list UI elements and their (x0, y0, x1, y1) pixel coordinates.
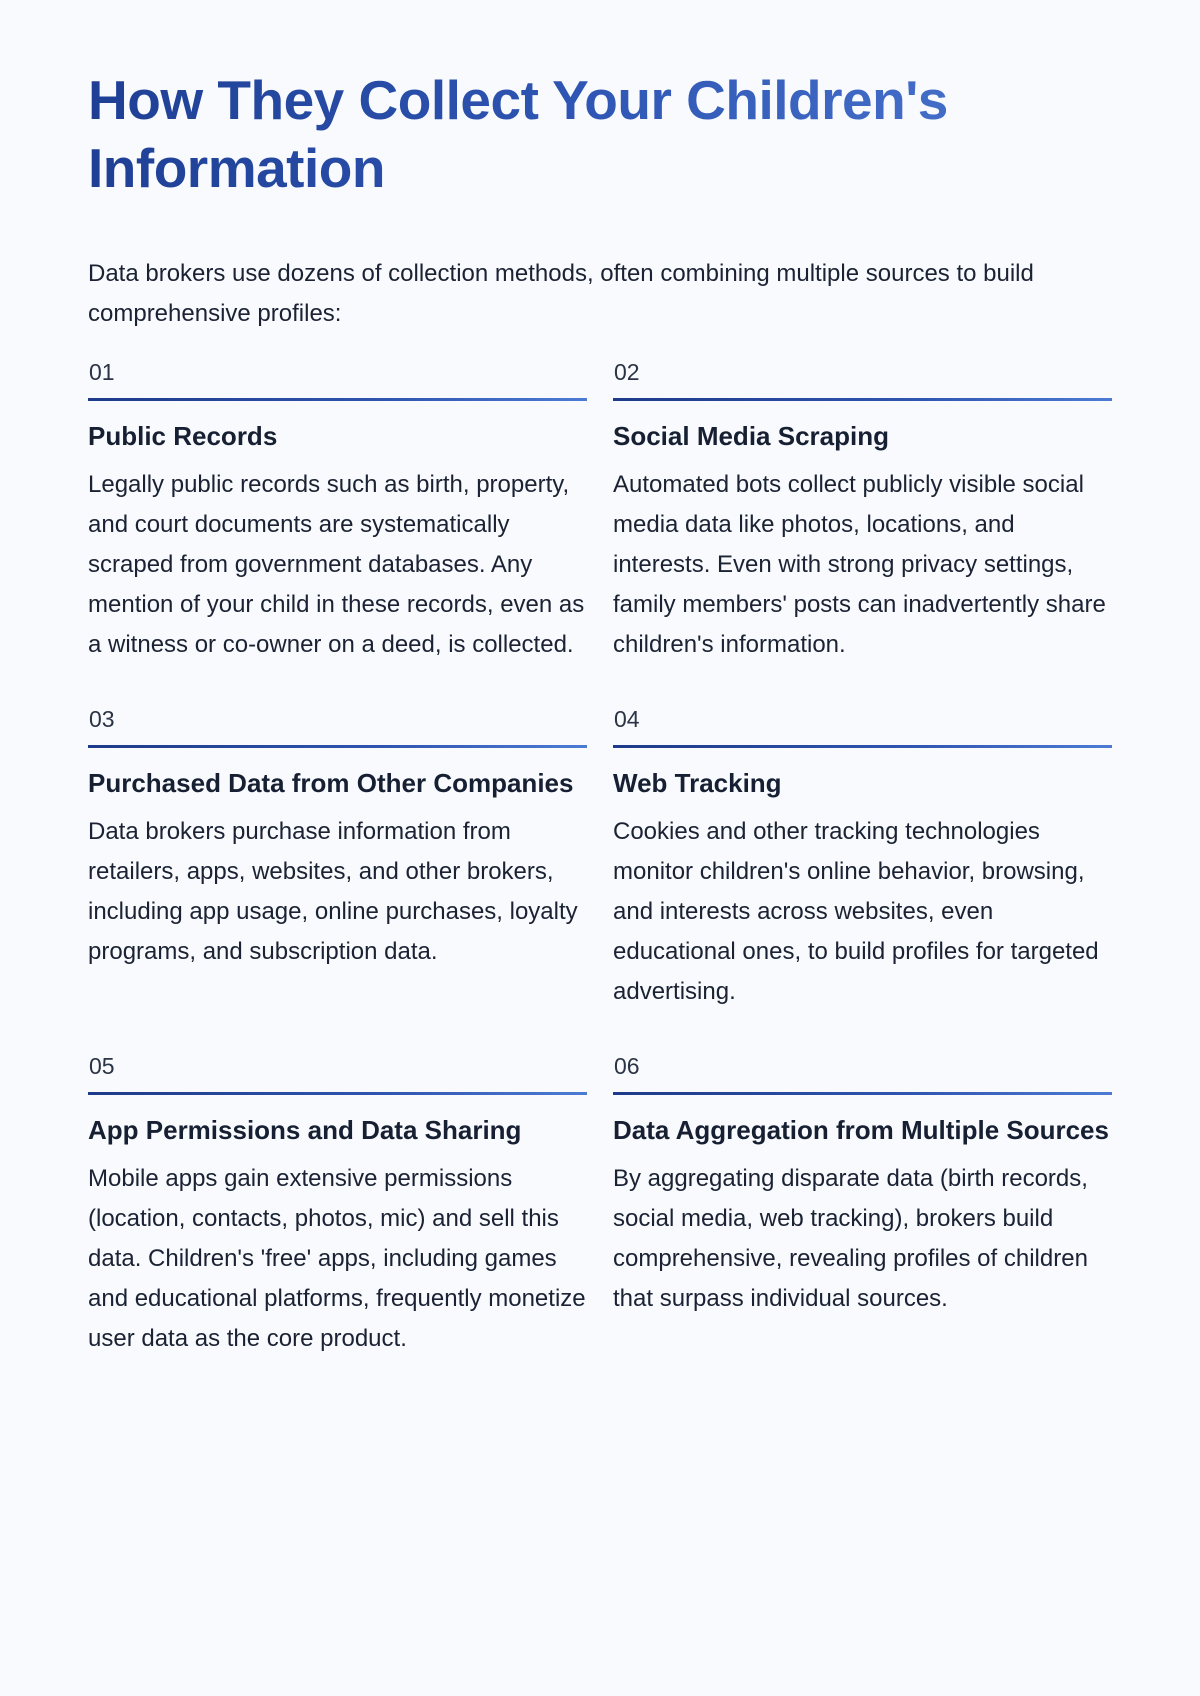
page-content (88, 66, 1114, 1399)
method-item (613, 358, 1112, 665)
method-description: Mobile apps gain extensive permissions (location, contacts, photos, mic) and sell this data. Children's 'free' apps, including games and educational platforms, frequently monetize user data as the core product. (88, 1165, 586, 1352)
method-description: Legally public records such as birth, property, and court documents are systematically scraped from government databases. Any mention of your child in these records, even as a witness or co-owner on a deed, is collected. (88, 471, 585, 658)
page-title: How They Collect Your Children's Information (88, 66, 1088, 202)
method-item (88, 358, 587, 665)
method-description: By aggregating disparate data (birth records, social media, web tracking), brokers build comprehensive, revealing profiles of children that surpass individual sources. (613, 1165, 1088, 1312)
method-number: 05 (89, 1053, 115, 1079)
method-title: Web Tracking (613, 768, 782, 798)
method-item (613, 705, 1112, 1012)
divider (88, 1092, 587, 1095)
divider (613, 745, 1112, 748)
method-title: Public Records (88, 421, 278, 451)
divider (613, 1092, 1112, 1095)
methods-grid (88, 358, 1114, 1399)
divider (613, 398, 1112, 401)
method-number: 01 (89, 359, 115, 385)
intro-text: Data brokers use dozens of collection methods, often combining multiple sources to build comprehensive profiles: (88, 260, 1034, 327)
divider (88, 398, 587, 401)
method-title: App Permissions and Data Sharing (88, 1115, 522, 1145)
method-item (613, 1052, 1112, 1359)
method-number: 04 (614, 706, 640, 732)
method-number: 03 (89, 706, 115, 732)
method-item (88, 705, 587, 1012)
method-description: Cookies and other tracking technologies monitor children's online behavior, browsing, and interests across websites, even educational ones, to build profiles for targeted advertising. (613, 818, 1099, 1005)
method-description: Automated bots collect publicly visible social media data like photos, locations, and interests. Even with strong privacy settings, family members' posts can inadvertently share children's information. (613, 471, 1106, 658)
method-title: Purchased Data from Other Companies (88, 768, 574, 798)
method-description: Data brokers purchase information from retailers, apps, websites, and other brokers, including app usage, online purchases, loyalty programs, and subscription data. (88, 818, 578, 965)
divider (88, 745, 587, 748)
method-title: Data Aggregation from Multiple Sources (613, 1115, 1109, 1145)
method-number: 06 (614, 1053, 640, 1079)
method-number: 02 (614, 359, 640, 385)
method-item (88, 1052, 587, 1359)
method-title: Social Media Scraping (613, 421, 889, 451)
